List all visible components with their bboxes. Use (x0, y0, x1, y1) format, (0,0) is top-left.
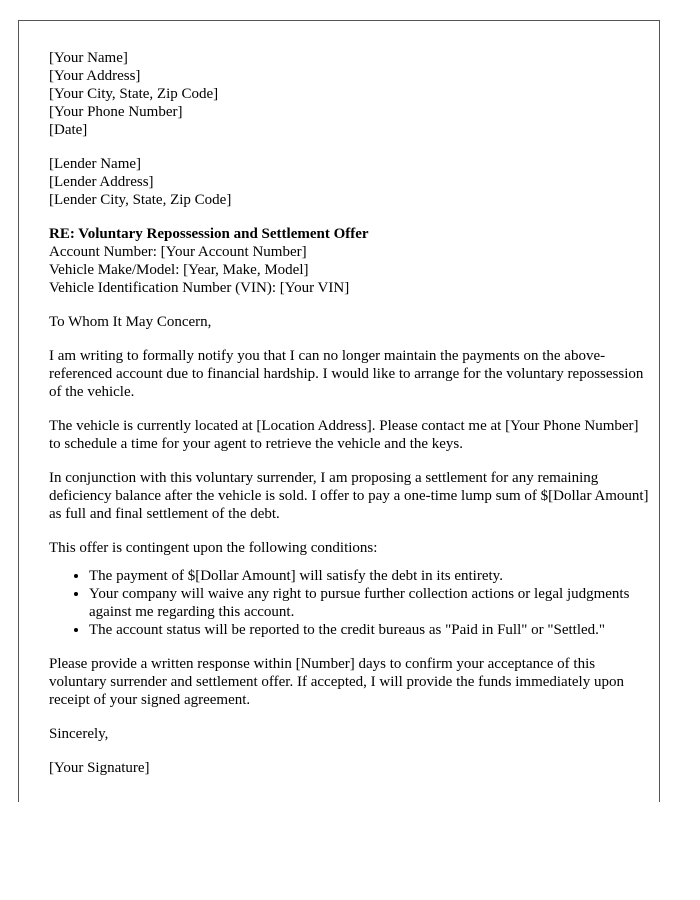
body-paragraph-hardship: I am writing to formally notify you that I can no longer maintain the payments on the above-referenced account due to financial hardship. I would like to arrange for the voluntary repossession of the vehicle. (49, 348, 644, 400)
sender-block (49, 49, 649, 139)
vehicle-make-model-line: Vehicle Make/Model: [Year, Make, Model] (49, 262, 309, 278)
body-paragraph-conditions-intro: This offer is contingent upon the following conditions: (49, 540, 378, 556)
condition-item-payment: • The payment of $[Dollar Amount] will satisfy the debt in its entirety. (89, 567, 649, 585)
sender-phone: [Your Phone Number] (49, 104, 183, 120)
account-number-line: Account Number: [Your Account Number] (49, 244, 307, 260)
closing-paragraph: Please provide a written response within [Number] days to confirm your acceptance of this voluntary surrender and settlement offer. If accepted, I will provide the funds immediately upon receipt of your signed agreement. (49, 656, 624, 708)
sender-address: [Your Address] (49, 68, 141, 84)
conditions-list (49, 567, 649, 639)
condition-item-waive-collection: • Your company will waive any right to pursue further collection actions or legal judgments against me regarding this account. (89, 585, 649, 621)
sender-name: [Your Name] (49, 50, 128, 66)
letter-date: [Date] (49, 122, 88, 138)
body-paragraph-settlement: In conjunction with this voluntary surrender, I am proposing a settlement for any remaining deficiency balance after the vehicle is sold. I offer to pay a one-time lump sum of $[Dollar Amount] as full and final settlement of the debt. (49, 470, 649, 522)
subject-re-line: RE: Voluntary Repossession and Settlement Offer (49, 226, 369, 242)
recipient-name: [Lender Name] (49, 156, 142, 172)
condition-item-credit-reporting: • The account status will be reported to the credit bureaus as "Paid in Full" or "Settled." (89, 621, 649, 639)
closing-valediction: Sincerely, (49, 726, 109, 742)
recipient-address: [Lender Address] (49, 174, 154, 190)
letter-content (49, 49, 649, 777)
signature-placeholder: [Your Signature] (49, 760, 150, 776)
body-paragraph-location: The vehicle is currently located at [Location Address]. Please contact me at [Your Phone Number] to schedule a time for your agent to retrieve the vehicle and the keys. (49, 418, 639, 452)
vin-line: Vehicle Identification Number (VIN): [Your VIN] (49, 280, 350, 296)
subject-block (49, 225, 649, 297)
recipient-block (49, 155, 649, 209)
sender-city-state-zip: [Your City, State, Zip Code] (49, 86, 219, 102)
recipient-city-state-zip: [Lender City, State, Zip Code] (49, 192, 232, 208)
letter-page (18, 20, 660, 802)
salutation: To Whom It May Concern, (49, 314, 212, 330)
